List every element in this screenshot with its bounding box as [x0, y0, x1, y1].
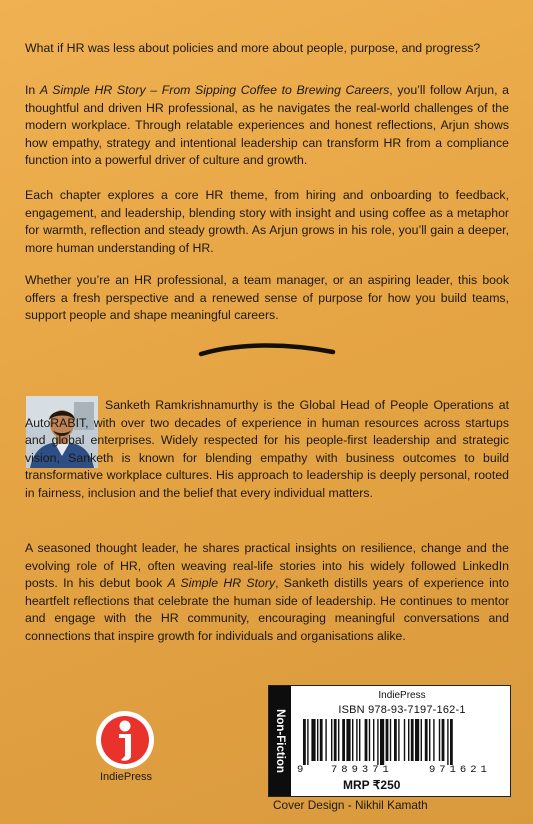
barcode-bar: [404, 719, 405, 761]
barcode-bar: [450, 719, 453, 765]
barcode-publisher-label: IndiePress: [378, 690, 426, 701]
book-title-short: A Simple HR Story: [167, 576, 276, 591]
author-bio-lead: A seasoned thought leader, he shares practical insights on resilience, change and the evolving role of HR, often weaving real-life stories into his widely followed LinkedIn posts. In his debut book: [25, 541, 509, 591]
barcode-bar: [439, 719, 440, 761]
barcode-bar: [411, 719, 414, 761]
barcode-bar: [386, 719, 389, 761]
cover-design-credit: Cover Design - Nikhil Kamath: [273, 798, 428, 812]
barcode-bar: [365, 719, 368, 761]
barcode-bar: [429, 719, 430, 761]
barcode-bar: [342, 719, 345, 761]
author-bio-line-1: Sanketh Ramkrishnamurthy is the Global Head of People Operations at AutoRABIT, with over two decades of experience in human resources across startups and global enterprises. Widely respected for his people-first leadership and strategic vision, Sanketh is known for blending empathy with business outcomes to build transformative workplace cultures. His approach to leadership is deeply personal, rooted in fairness, inclusion and the belief that every individual matters.: [25, 398, 509, 500]
barcode-bar: [352, 719, 353, 761]
barcode-bar: [338, 719, 339, 761]
price-label: MRP ₹250: [343, 778, 401, 792]
barcode-bar: [373, 719, 374, 761]
isbn-number: ISBN 978-93-7197-162-1: [338, 704, 466, 716]
barcode-bar: [394, 719, 397, 761]
barcode-bar: [311, 719, 315, 761]
barcode-digits-left: 789371: [331, 764, 393, 776]
barcode-panel: [268, 685, 511, 797]
publisher-name: IndiePress: [100, 771, 152, 783]
genre-strip: [269, 686, 291, 796]
author-bio-tail: , Sanketh distills years of experience into heartfelt reflections that celebrate the human side of leadership. He continues to mentor and engage with the HR community, encouraging meaningful conversations and connections that inspire growth for individuals and organisations alike.: [25, 576, 509, 643]
barcode-bar: [447, 719, 448, 765]
barcode-bars: [303, 719, 501, 765]
synopsis-paragraph-2: Each chapter explores a core HR theme, from hiring and onboarding to feedback, engagement, and leadership, blending story with insight and using coffee as a metaphor for warmth, reflection and steady growth. As Arjun grows in his role, you’ll gain a deeper, more human understanding of HR.: [25, 188, 509, 255]
barcode-bar: [325, 719, 326, 761]
barcode-bar: [408, 719, 409, 761]
barcode-bar: [377, 719, 378, 765]
author-bio-continued: [25, 540, 509, 646]
barcode-bar: [356, 719, 357, 761]
barcode-bar: [359, 719, 360, 761]
barcode-digit-lead: 9: [297, 764, 304, 776]
barcode-bar: [334, 719, 337, 761]
brush-divider: [197, 340, 337, 362]
barcode-bar: [320, 719, 323, 761]
barcode-digits-right: 971621: [429, 764, 491, 776]
barcode-bar: [415, 719, 419, 761]
barcode-bar: [390, 719, 391, 761]
synopsis-paragraph-1: [25, 82, 509, 170]
barcode-bar: [425, 719, 428, 761]
book-title-full: A Simple HR Story – From Sipping Coffee to Brewing Careers: [39, 83, 390, 97]
barcode-bar: [346, 719, 350, 761]
barcode-bar: [442, 719, 445, 761]
barcode-bar: [307, 719, 308, 765]
barcode-bar: [398, 719, 399, 761]
barcode-bar: [433, 719, 434, 761]
genre-label: Non-Fiction: [274, 709, 286, 773]
opening-question: What if HR was less about policies and more about people, purpose, and progress?: [25, 41, 481, 55]
barcode-bar: [317, 719, 318, 761]
barcode-bar: [303, 719, 306, 765]
synopsis-body-text: , you’ll follow Arjun, a thoughtful and driven HR professional, as he navigates the real-world challenges of the modern workplace. Through relatable experiences and honest reflections, Arjun shows how empathy, strategy and intentional leadership can transform HR from a compliance function into a powerful driver of culture and growth.: [25, 83, 509, 168]
barcode-bar: [369, 719, 370, 761]
barcode-bar: [380, 719, 384, 765]
synopsis-lead-text: In: [25, 83, 40, 97]
synopsis-paragraph-3: Whether you’re an HR professional, a team manager, or an aspiring leader, this book offers a fresh perspective and a renewed sense of purpose for how you build teams, support people and shape meaningful careers.: [25, 273, 509, 323]
barcode-bar: [331, 719, 332, 761]
author-bio: [25, 397, 509, 503]
barcode-bar: [421, 719, 422, 761]
indiepress-logo-icon: [93, 710, 157, 775]
